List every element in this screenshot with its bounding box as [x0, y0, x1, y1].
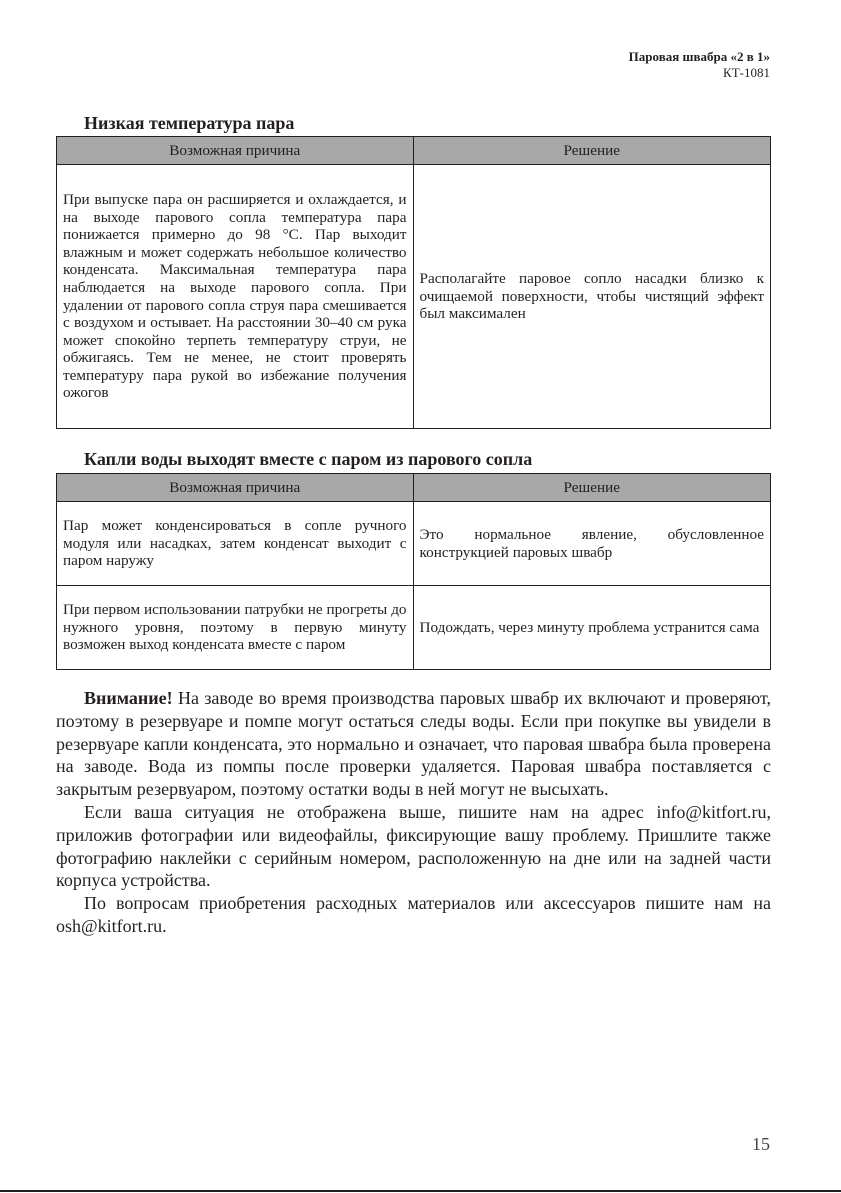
- attention-paragraph: [56, 687, 771, 801]
- contact-paragraph: Если ваша ситуация не отображена выше, пишите нам на адрес info@kitfort.ru, приложив фотографии или видеофайлы, фиксирующие вашу проблему. Пришлите также фотографию наклейки с серийным номером, расположенную на дне или на задней части корпуса устройства.: [56, 801, 771, 891]
- product-title: Паровая швабра «2 в 1»: [628, 49, 770, 64]
- model-number: КТ-1081: [723, 65, 770, 80]
- table-row: [57, 165, 771, 429]
- notes-block: [56, 687, 771, 938]
- column-header-solution: Решение: [413, 137, 771, 165]
- accessories-paragraph: По вопросам приобретения расходных материалов или аксессуаров пишите нам на osh@kitfort.ru.: [56, 893, 771, 936]
- cause-cell: Пар может конденсироваться в сопле ручного модуля или насадках, затем конденсат выходит с паром наружу: [57, 502, 414, 586]
- table-header-row: [57, 474, 771, 502]
- troubleshooting-table-low-temperature: [56, 136, 771, 429]
- troubleshooting-table-water-drops: [56, 473, 771, 670]
- attention-text: На заводе во время производства паровых швабр их включают и проверяют, поэтому в резервуаре и помпе могут остаться следы воды. Если при покупке вы увидели в резервуаре капли конденсата, это нормально и означает, что паровая швабра была проверена на заводе. Вода из помпы после проверки удаляется. Паровая швабра поставляется с закрытым резервуаром, поэтому остатки воды в ней могут не высыхать.: [56, 688, 771, 800]
- section-heading-low-temperature: Низкая температура пара: [84, 113, 295, 133]
- page-header: [629, 49, 770, 81]
- solution-cell: Располагайте паровое сопло насадки близко к очищаемой поверхности, чтобы чистящий эффект был максимален: [413, 165, 771, 429]
- solution-cell: Это нормальное явление, обусловленное конструкцией паровых швабр: [413, 502, 770, 586]
- column-header-solution: Решение: [413, 474, 770, 502]
- cause-cell: При выпуске пара он расширяется и охлаждается, и на выходе парового сопла температура пара понижается примерно до 98 °С. Пар выходит влажным и может содержать небольшое количество конденсата. Максимальная температура пара наблюдается на выходе парового сопла. При удалении от парового сопла струя пара смешивается с воздухом и остывает. На расстоянии 30–40 см рука может спокойно терпеть температуру струи, не обжигаясь. Тем не менее, не стоит проверять температуру пара рукой во избежание получения ожогов: [57, 165, 414, 429]
- table-row: [57, 502, 771, 586]
- table-row: [57, 586, 771, 670]
- column-header-cause: Возможная причина: [57, 474, 414, 502]
- page-number: 15: [752, 1134, 770, 1154]
- column-header-cause: Возможная причина: [57, 137, 414, 165]
- table-header-row: [57, 137, 771, 165]
- cause-cell: При первом использовании патрубки не прогреты до нужного уровня, поэтому в первую минуту возможен выход конденсата вместе с паром: [57, 586, 414, 670]
- bottom-divider: [0, 1190, 841, 1192]
- attention-label: Внимание!: [84, 688, 173, 708]
- solution-cell: Подождать, через минуту проблема устранится сама: [413, 586, 770, 670]
- section-heading-water-drops: Капли воды выходят вместе с паром из парового сопла: [84, 449, 533, 469]
